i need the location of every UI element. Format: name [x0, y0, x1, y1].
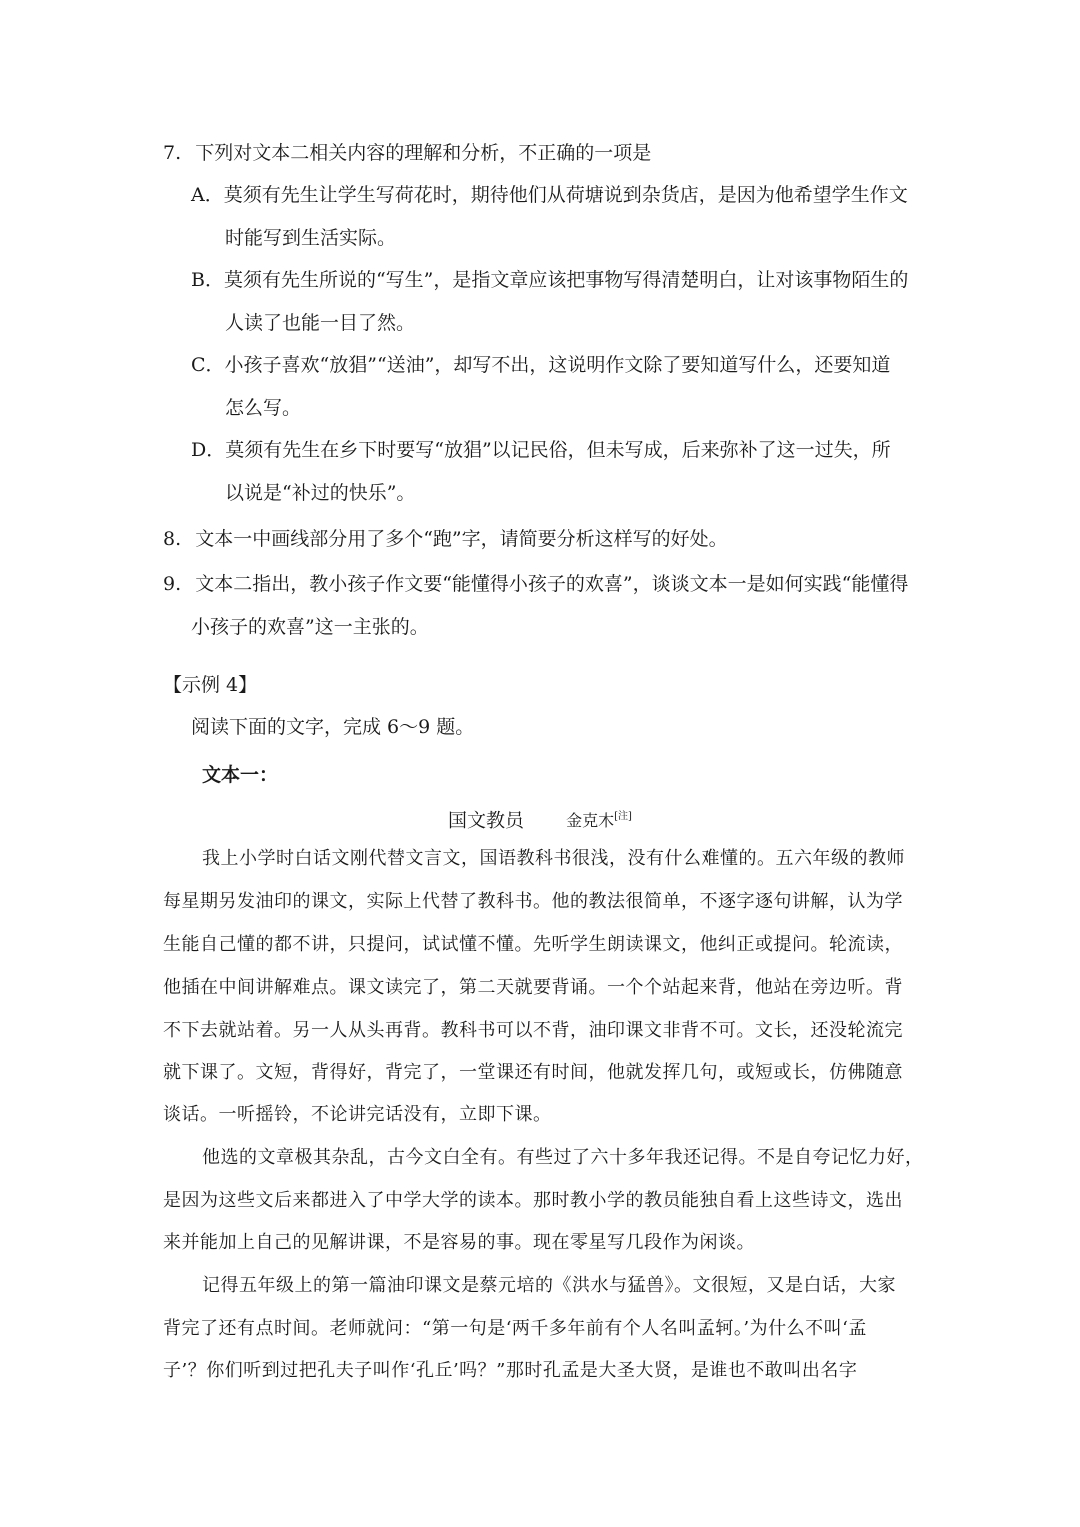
option-c: [191, 352, 890, 378]
option-c-continuation: 怎么写。: [225, 397, 302, 419]
question-9-continuation: 小孩子的欢喜”这一主张的。: [191, 616, 429, 638]
body-line: 他插在中间讲解难点。课文读完了，第二天就要背诵。一个个站起来背，他站在旁边听。背: [163, 977, 903, 998]
option-text: 莫须有先生在乡下时要写“放猖”以记民俗，但未写成，后来弥补了这一过失，所: [225, 439, 891, 461]
question-8: [163, 526, 728, 552]
option-b-continuation: 人读了也能一目了然。: [225, 312, 416, 334]
option-letter: A．: [191, 184, 224, 206]
question-number: 8.: [163, 528, 182, 550]
option-a: [191, 182, 908, 208]
question-text: 下列对文本二相关内容的理解和分析，不正确的一项是: [195, 142, 652, 164]
option-b: [191, 267, 908, 293]
question-7-stem: [163, 140, 651, 166]
body-line: 生能自己懂的都不讲，只提问，试试懂不懂。先听学生朗读课文，他纠正或提问。轮流读，: [163, 934, 903, 955]
example-label: 【示例 4】: [163, 674, 258, 696]
article-author: 金克木: [566, 811, 615, 831]
body-line: 他选的文章极其杂乱，古今文白全有。有些过了六十多年我还记得。不是自夸记忆力好，: [202, 1147, 924, 1168]
reading-instruction: 阅读下面的文字，完成 6～9 题。: [191, 716, 475, 738]
body-line: 谈话。一听摇铃，不论讲完话没有，立即下课。: [163, 1104, 552, 1125]
option-text: 莫须有先生让学生写荷花时，期待他们从荷塘说到杂货店，是因为他希望学生作文: [223, 184, 908, 206]
body-line: 就下课了。文短，背得好，背完了，一堂课还有时间，他就发挥几句，或短或长，仿佛随意: [163, 1062, 903, 1083]
body-line: 来并能加上自己的见解讲课，不是容易的事。现在零星写几段作为闲谈。: [163, 1232, 755, 1253]
option-d-continuation: 以说是“补过的快乐”。: [225, 482, 416, 504]
body-line: 是因为这些文后来都进入了中学大学的读本。那时教小学的教员能独自看上这些诗文，选出: [163, 1190, 903, 1211]
body-line: 背完了还有点时间。老师就问：“第一句是‘两千多年前有个人名叫孟轲。’为什么不叫‘孟: [163, 1318, 867, 1339]
author-footnote-marker: [注]: [614, 811, 632, 822]
article-heading: [0, 804, 1080, 834]
option-text: 小孩子喜欢“放猖”“送油”，却写不出，这说明作文除了要知道写什么，还要知道: [224, 354, 891, 376]
question-number: 9.: [163, 573, 182, 595]
body-line: 不下去就站着。另一人从头再背。教科书可以不背，油印课文非背不可。文长，还没轮流完: [163, 1020, 903, 1041]
option-letter: D．: [191, 439, 226, 461]
question-number: 7.: [163, 142, 182, 164]
option-text: 莫须有先生所说的“写生”，是指文章应该把事物写得清楚明白，让对该事物陌生的: [223, 269, 909, 291]
question-text: 文本二指出，教小孩子作文要“能懂得小孩子的欢喜”，谈谈文本一是如何实践“能懂得: [195, 573, 909, 595]
question-text: 文本一中画线部分用了多个“跑”字，请简要分析这样写的好处。: [195, 528, 728, 550]
option-a-continuation: 时能写到生活实际。: [225, 227, 397, 249]
article-title: 国文教员: [448, 809, 525, 832]
question-9: [163, 571, 908, 597]
option-letter: C．: [191, 354, 225, 376]
option-letter: B．: [191, 269, 224, 291]
text-one-label: 文本一：: [202, 764, 279, 786]
body-line: 记得五年级上的第一篇油印课文是蔡元培的《洪水与猛兽》。文很短，又是白话，大家: [202, 1275, 896, 1296]
body-line: 子’？你们听到过把孔夫子叫作‘孔丘’吗？”那时孔孟是大圣大贤，是谁也不敢叫出名字: [163, 1360, 858, 1381]
body-line: 每星期另发油印的课文，实际上代替了教科书。他的教法很简单，不逐字逐句讲解，认为学: [163, 891, 903, 912]
option-d: [191, 437, 891, 463]
body-line: 我上小学时白话文刚代替文言文，国语教科书很浅，没有什么难懂的。五六年级的教师: [202, 848, 905, 869]
